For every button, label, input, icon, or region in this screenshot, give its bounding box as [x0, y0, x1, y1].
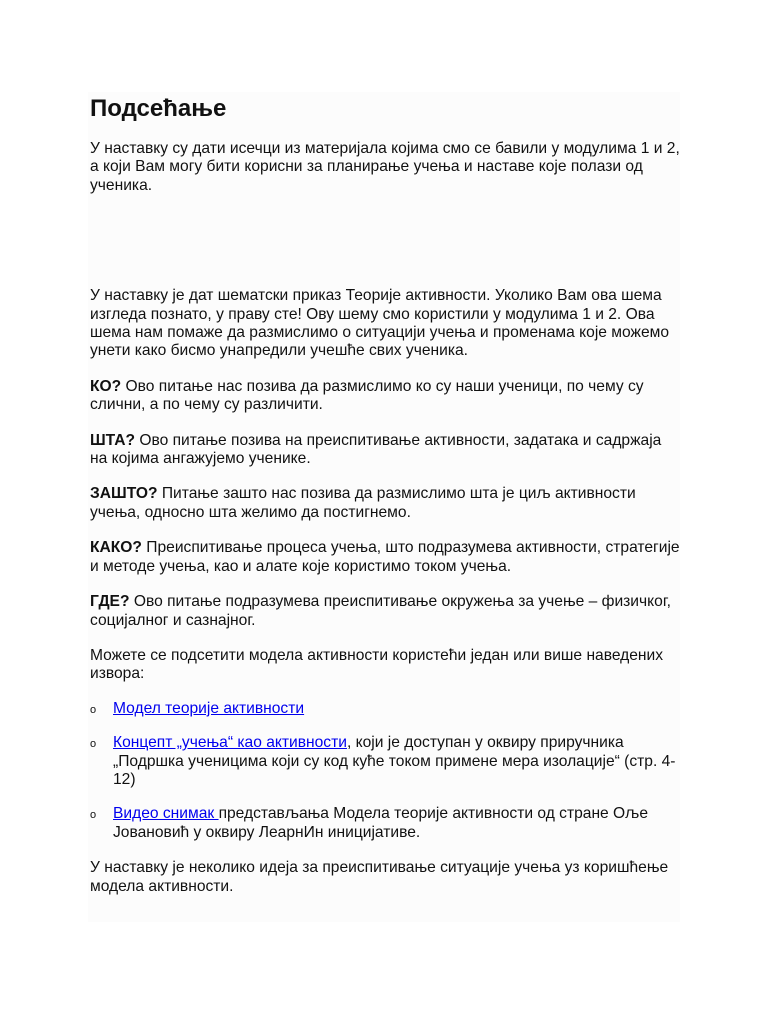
- question-label: КО?: [90, 377, 122, 395]
- document-content: [90, 92, 680, 896]
- list-item: [90, 734, 680, 789]
- question-label: ШТА?: [90, 431, 135, 449]
- page-title: Подсећање: [90, 95, 227, 122]
- bullet-icon: o: [90, 809, 97, 822]
- video-link[interactable]: Видео снимак: [113, 805, 219, 823]
- question-zasto: [90, 485, 680, 522]
- bullet-icon: o: [90, 738, 97, 751]
- list-item: [90, 700, 680, 718]
- question-text: Ово питање нас позива да размислимо ко су наши ученици, по чему су слични, а по чему су различити.: [90, 377, 644, 414]
- source-text: , који је доступан у оквиру приручника „Подршка ученицима који су код куће током примене мера изолације“ (стр. 4-12): [113, 734, 676, 788]
- question-gde: [90, 593, 680, 630]
- closing-paragraph: У наставку је неколико идеја за преиспитивање ситуације учења уз коришћење модела активности.: [90, 859, 669, 895]
- list-item: [90, 805, 680, 842]
- intro-paragraph: У наставку су дати исечци из материјала којима смо се бавили у модулима 1 и 2, а који Вам могу бити корисни за планирање учења и наставе које полази од ученика.: [90, 140, 680, 194]
- sources-intro: Можете се подсетити модела активности користећи један или више наведених извора:: [90, 646, 664, 683]
- source-text: представљања Модела теорије активности од стране Оље Јовановић у оквиру ЛеарнИн иницијативе.: [113, 805, 648, 841]
- question-label: ЗАШТО?: [90, 485, 158, 503]
- question-ko: [90, 378, 680, 415]
- image-placeholder-space: [90, 195, 680, 287]
- question-sta: [90, 432, 680, 469]
- question-text: Питање зашто нас позива да размислимо шта је циљ активности учења, односно шта желимо да постигнемо.: [90, 485, 636, 521]
- sources-list: [90, 700, 680, 842]
- learning-concept-link[interactable]: Концепт „учења“ као активности: [113, 734, 347, 752]
- activity-theory-model-link[interactable]: Модел теорије активности: [113, 699, 305, 717]
- question-text: Преиспитивање процеса учења, што подразумева активности, стратегије и методе учења, као и алате које користимо током учења.: [90, 539, 680, 575]
- question-label: КАКО?: [90, 539, 142, 557]
- question-label: ГДЕ?: [90, 593, 130, 611]
- question-kako: [90, 539, 680, 576]
- question-text: Ово питање позива на преиспитивање активности, задатака и садржаја на којима ангажујемо ученике.: [90, 431, 662, 468]
- bullet-icon: o: [90, 703, 97, 716]
- question-text: Ово питање подразумева преиспитивање окружења за учење – физичког, социјалног и сазнајног.: [90, 593, 671, 629]
- schema-paragraph: У наставку је дат шематски приказ Теорије активности. Уколико Вам ова шема изгледа познато, у праву сте! Ову шему смо користили у модулима 1 и 2. Ова шема нам помаже да размислимо о ситуацији учења и променама које можемо унети како бисмо унапредили учешће свих ученика.: [90, 287, 670, 360]
